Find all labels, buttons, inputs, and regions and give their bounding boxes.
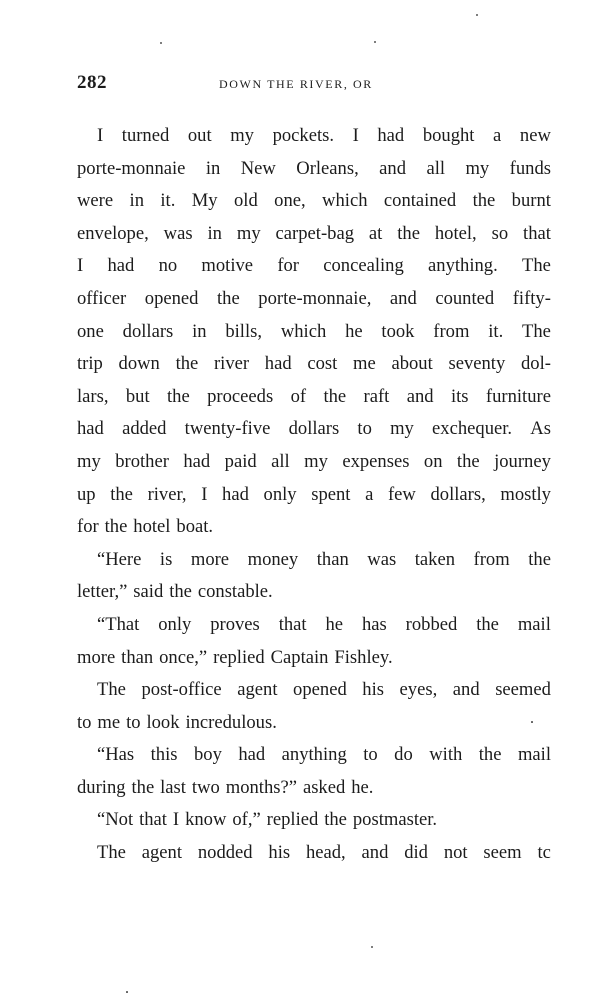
- word: river: [213, 353, 250, 375]
- word: is: [159, 548, 173, 570]
- text-line: [77, 479, 551, 512]
- word: had: [77, 418, 104, 440]
- text-line: [77, 707, 551, 740]
- word: dol-: [520, 353, 551, 375]
- word: hotel,: [434, 222, 477, 244]
- word: seventy: [448, 353, 506, 375]
- word: had: [264, 353, 292, 375]
- word: the: [217, 287, 240, 309]
- word: more: [190, 548, 230, 570]
- word: bills,: [225, 320, 263, 342]
- word: the: [472, 190, 496, 212]
- word: all: [271, 450, 290, 472]
- word: my: [465, 157, 490, 179]
- word: know: [185, 809, 227, 831]
- word: taken: [414, 548, 456, 570]
- text-line: [77, 218, 551, 251]
- word: pockets.: [272, 125, 335, 146]
- word: paid: [224, 450, 257, 472]
- word: lars,: [77, 385, 109, 407]
- running-title: DOWN THE RIVER, OR: [219, 77, 373, 91]
- word: it.: [488, 320, 504, 342]
- word: money: [247, 548, 299, 570]
- page-number: 282: [77, 72, 107, 93]
- word: concealing: [323, 255, 404, 277]
- word: had: [183, 450, 211, 472]
- word: Captain: [270, 646, 329, 668]
- word: that: [139, 809, 167, 831]
- word: had: [238, 744, 266, 766]
- word: only: [158, 613, 192, 635]
- word: me: [97, 711, 121, 733]
- word: anything: [281, 744, 347, 766]
- text-line: [77, 642, 551, 675]
- word: added: [122, 418, 167, 440]
- word: funds: [509, 157, 551, 179]
- word: had: [222, 483, 249, 505]
- word: exchequer.: [432, 418, 513, 440]
- word: “That: [97, 613, 140, 635]
- word: dollars,: [430, 483, 486, 505]
- page-header: [77, 72, 551, 96]
- word: was: [367, 548, 397, 570]
- word: proves: [210, 613, 260, 635]
- word: post-office: [141, 679, 222, 701]
- scan-speck: [160, 42, 162, 44]
- text-line: [77, 739, 551, 772]
- word: in: [207, 222, 222, 244]
- word: agent: [237, 679, 278, 701]
- word: last: [160, 776, 186, 798]
- text-line: [77, 283, 551, 316]
- word: My: [191, 190, 218, 212]
- word: he: [325, 613, 344, 635]
- word: for: [77, 516, 99, 538]
- word: and: [406, 385, 434, 407]
- text-line: [77, 348, 551, 381]
- word: I: [97, 125, 104, 146]
- word: Orleans,: [296, 157, 359, 179]
- word: constable.: [197, 581, 273, 603]
- word: than: [121, 646, 154, 668]
- word: dollars: [288, 418, 340, 440]
- word: only: [263, 483, 297, 505]
- word: replied: [213, 646, 265, 668]
- word: and: [452, 679, 480, 701]
- word: envelope,: [77, 222, 149, 244]
- word: a: [365, 483, 374, 505]
- word: at: [368, 222, 383, 244]
- word: one: [77, 320, 104, 342]
- word: the: [456, 450, 480, 472]
- word: said: [133, 581, 164, 603]
- word: the: [397, 222, 420, 244]
- word: opened: [144, 287, 199, 309]
- word: The: [97, 679, 126, 701]
- word: the: [169, 581, 192, 603]
- word: carpet-bag: [275, 222, 354, 244]
- text-line: [77, 772, 551, 805]
- word: all: [426, 157, 446, 179]
- text-line: [77, 153, 551, 186]
- word: the: [110, 483, 133, 505]
- word: old: [234, 190, 258, 212]
- word: Fishley.: [334, 646, 393, 668]
- word: to: [77, 711, 92, 733]
- word: brother: [115, 450, 169, 472]
- word: porte-monnaie,: [258, 287, 372, 309]
- word: seem: [483, 842, 522, 864]
- word: had: [107, 255, 135, 277]
- word: from: [473, 548, 510, 570]
- word: it.: [160, 190, 176, 212]
- word: asked: [302, 776, 346, 798]
- text-line: [77, 316, 551, 349]
- word: out: [187, 125, 212, 146]
- word: months?”: [225, 776, 297, 798]
- word: fifty-: [512, 287, 551, 309]
- word: he.: [351, 776, 374, 798]
- word: my: [77, 450, 101, 472]
- word: that: [523, 222, 551, 244]
- word: his: [362, 679, 384, 701]
- word: was: [163, 222, 193, 244]
- word: trip: [77, 353, 103, 375]
- word: proceeds: [207, 385, 274, 407]
- word: no: [158, 255, 178, 277]
- text-line: [77, 381, 551, 414]
- word: and: [361, 842, 389, 864]
- word: took: [381, 320, 415, 342]
- scan-speck: [371, 946, 373, 948]
- word: of: [290, 385, 307, 407]
- word: raft: [363, 385, 390, 407]
- word: the: [131, 776, 155, 798]
- text-line: [77, 120, 551, 153]
- word: my: [304, 450, 328, 472]
- word: twenty-five: [184, 418, 271, 440]
- word: the: [324, 809, 347, 831]
- word: The: [97, 842, 126, 864]
- word: more: [77, 646, 116, 668]
- word: which: [280, 320, 327, 342]
- word: had: [377, 125, 405, 146]
- word: furniture: [485, 385, 551, 407]
- word: than: [316, 548, 349, 570]
- word: mail: [517, 744, 551, 766]
- word: I: [201, 483, 208, 505]
- text-line: [77, 250, 551, 283]
- word: down: [118, 353, 160, 375]
- text-line: [77, 544, 551, 577]
- word: on: [423, 450, 443, 472]
- text-line: [77, 446, 551, 479]
- word: in: [205, 157, 221, 179]
- word: contained: [383, 190, 457, 212]
- word: opened: [293, 679, 347, 701]
- word: and: [389, 287, 417, 309]
- text-line: [77, 837, 551, 870]
- word: two: [191, 776, 220, 798]
- word: my: [230, 125, 254, 146]
- word: “Here: [97, 548, 142, 570]
- word: this: [150, 744, 178, 766]
- word: incredulous.: [185, 711, 277, 733]
- text-line: [77, 185, 551, 218]
- word: burnt: [511, 190, 551, 212]
- word: the: [323, 385, 347, 407]
- word: The: [522, 320, 551, 342]
- word: about: [391, 353, 433, 375]
- text-line: [77, 804, 551, 837]
- word: “Not: [97, 809, 134, 831]
- word: tc: [537, 842, 551, 864]
- word: me: [353, 353, 376, 375]
- word: once,”: [159, 646, 208, 668]
- word: boat.: [176, 516, 214, 538]
- scan-speck: [531, 721, 533, 723]
- word: turned: [121, 125, 170, 146]
- word: not: [443, 842, 468, 864]
- word: replied: [266, 809, 319, 831]
- word: which: [322, 190, 368, 212]
- word: dollars: [122, 320, 174, 342]
- word: few: [387, 483, 416, 505]
- word: nodded: [197, 842, 253, 864]
- word: mostly: [500, 483, 551, 505]
- word: mail: [517, 613, 551, 635]
- word: I: [352, 125, 359, 146]
- word: to: [357, 418, 372, 440]
- word: my: [236, 222, 261, 244]
- word: I: [172, 809, 180, 831]
- word: cost: [307, 353, 338, 375]
- word: “Has: [97, 744, 135, 766]
- word: a: [493, 125, 502, 146]
- scan-speck: [374, 41, 376, 43]
- word: boy: [193, 744, 222, 766]
- word: anything.: [428, 255, 498, 277]
- scan-speck: [476, 14, 478, 16]
- word: agent: [141, 842, 183, 864]
- word: porte-monnaie: [77, 157, 186, 179]
- text-line: [77, 609, 551, 642]
- word: As: [530, 418, 551, 440]
- text-line: [77, 511, 551, 544]
- word: during: [77, 776, 126, 798]
- word: the: [104, 516, 128, 538]
- word: that: [278, 613, 307, 635]
- word: motive: [201, 255, 254, 277]
- word: in: [129, 190, 144, 212]
- word: journey: [494, 450, 551, 472]
- word: letter,”: [77, 581, 128, 603]
- word: were: [77, 190, 114, 212]
- word: the: [478, 744, 502, 766]
- word: spent: [311, 483, 351, 505]
- word: its: [450, 385, 469, 407]
- word: new: [519, 125, 551, 146]
- word: so: [491, 222, 509, 244]
- word: one,: [274, 190, 306, 212]
- word: the: [167, 385, 190, 407]
- word: hotel: [133, 516, 171, 538]
- word: officer: [77, 287, 127, 309]
- word: do: [394, 744, 413, 766]
- text-line: [77, 576, 551, 609]
- word: my: [390, 418, 414, 440]
- word: for: [277, 255, 299, 277]
- word: river,: [147, 483, 187, 505]
- word: eyes,: [399, 679, 438, 701]
- word: with: [429, 744, 463, 766]
- word: postmaster.: [352, 809, 438, 831]
- word: robbed: [405, 613, 458, 635]
- word: of,”: [232, 809, 261, 831]
- word: to: [363, 744, 378, 766]
- word: and: [379, 157, 407, 179]
- word: counted: [435, 287, 495, 309]
- word: the: [528, 548, 551, 570]
- word: up: [77, 483, 96, 505]
- word: did: [404, 842, 428, 864]
- word: New: [240, 157, 276, 179]
- word: to: [126, 711, 141, 733]
- word: he: [345, 320, 363, 342]
- word: seemed: [495, 679, 551, 701]
- word: bought: [422, 125, 475, 146]
- word: but: [125, 385, 150, 407]
- word: has: [361, 613, 387, 635]
- word: The: [522, 255, 551, 277]
- word: in: [192, 320, 207, 342]
- text-line: [77, 413, 551, 446]
- word: head,: [305, 842, 346, 864]
- scan-speck: [126, 991, 128, 993]
- word: the: [476, 613, 499, 635]
- word: expenses: [342, 450, 410, 472]
- word: I: [77, 255, 84, 277]
- body-text: [77, 120, 551, 870]
- word: look: [146, 711, 180, 733]
- word: from: [433, 320, 470, 342]
- word: the: [175, 353, 199, 375]
- word: his: [268, 842, 291, 864]
- text-line: [77, 674, 551, 707]
